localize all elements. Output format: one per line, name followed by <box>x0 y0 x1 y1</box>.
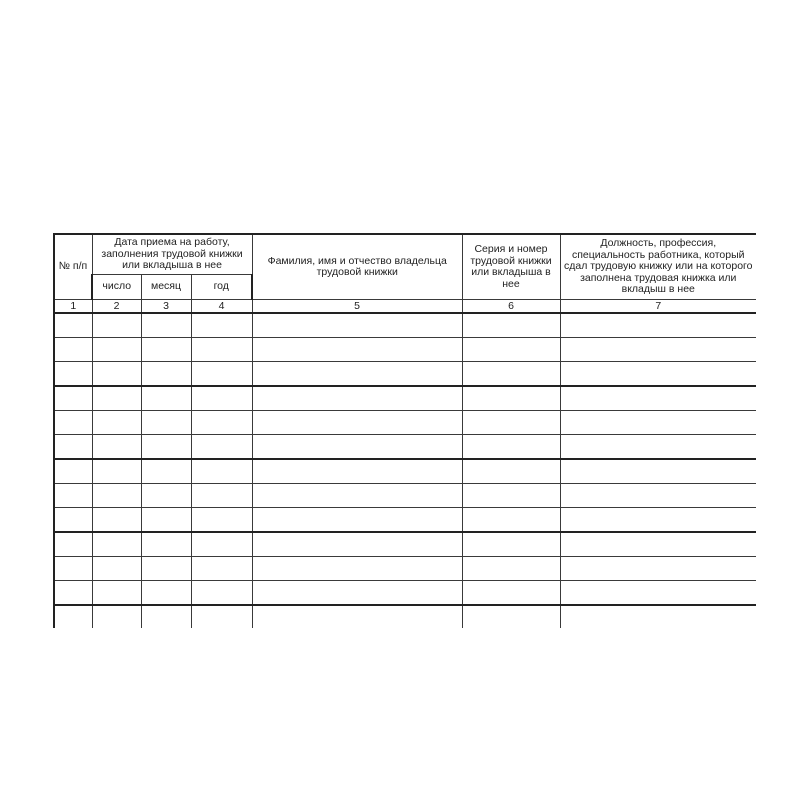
register-cell[interactable] <box>560 411 756 435</box>
register-cell[interactable] <box>141 435 191 460</box>
register-cell[interactable] <box>560 338 756 362</box>
register-row <box>54 508 756 533</box>
register-cell[interactable] <box>191 532 252 557</box>
header-day: число <box>92 275 141 300</box>
register-cell[interactable] <box>560 362 756 387</box>
header-position: Должность, профессия, специальность работника, который сдал трудовую книжку или на которого заполнена трудовая книжка или вкладыш в нее <box>560 234 756 300</box>
column-number-row <box>54 300 756 314</box>
register-cell[interactable] <box>54 605 92 628</box>
column-number: 5 <box>252 300 462 314</box>
register-row <box>54 435 756 460</box>
register-cell[interactable] <box>54 313 92 338</box>
employment-record-register-table <box>53 233 756 628</box>
register-cell[interactable] <box>462 459 560 484</box>
register-cell[interactable] <box>252 313 462 338</box>
register-cell[interactable] <box>54 338 92 362</box>
register-cell[interactable] <box>92 605 141 628</box>
register-row <box>54 532 756 557</box>
register-cell[interactable] <box>191 557 252 581</box>
register-cell[interactable] <box>141 411 191 435</box>
register-cell[interactable] <box>560 435 756 460</box>
register-cell[interactable] <box>92 386 141 411</box>
register-cell[interactable] <box>252 435 462 460</box>
register-body <box>54 313 756 628</box>
register-cell[interactable] <box>462 484 560 508</box>
register-cell[interactable] <box>462 532 560 557</box>
register-cell[interactable] <box>560 557 756 581</box>
column-number: 7 <box>560 300 756 314</box>
register-cell[interactable] <box>252 557 462 581</box>
register-cell[interactable] <box>252 338 462 362</box>
header-row <box>54 234 756 275</box>
register-cell[interactable] <box>462 411 560 435</box>
register-cell[interactable] <box>462 435 560 460</box>
register-cell[interactable] <box>92 557 141 581</box>
register-row <box>54 557 756 581</box>
register-cell[interactable] <box>141 386 191 411</box>
register-cell[interactable] <box>252 459 462 484</box>
register-cell[interactable] <box>462 557 560 581</box>
register-sheet <box>53 233 756 628</box>
register-cell[interactable] <box>252 386 462 411</box>
register-row <box>54 411 756 435</box>
register-cell[interactable] <box>560 605 756 628</box>
register-cell[interactable] <box>54 362 92 387</box>
register-cell[interactable] <box>462 362 560 387</box>
register-cell[interactable] <box>54 557 92 581</box>
register-row <box>54 484 756 508</box>
register-cell[interactable] <box>141 484 191 508</box>
register-cell[interactable] <box>191 411 252 435</box>
register-cell[interactable] <box>191 605 252 628</box>
register-row <box>54 338 756 362</box>
header-date-group: Дата приема на работу, заполнения трудовой книжки или вкладыша в нее <box>92 234 252 275</box>
register-cell[interactable] <box>141 557 191 581</box>
register-cell[interactable] <box>252 411 462 435</box>
register-cell[interactable] <box>462 313 560 338</box>
register-cell[interactable] <box>92 435 141 460</box>
register-cell[interactable] <box>252 605 462 628</box>
register-cell[interactable] <box>560 484 756 508</box>
register-cell[interactable] <box>92 581 141 606</box>
register-cell[interactable] <box>560 386 756 411</box>
register-cell[interactable] <box>92 411 141 435</box>
header-num: № п/п <box>54 234 92 300</box>
header-year: год <box>191 275 252 300</box>
register-cell[interactable] <box>141 362 191 387</box>
register-cell[interactable] <box>191 362 252 387</box>
register-cell[interactable] <box>92 508 141 533</box>
register-cell[interactable] <box>92 484 141 508</box>
register-cell[interactable] <box>191 435 252 460</box>
register-row <box>54 605 756 628</box>
register-cell[interactable] <box>191 508 252 533</box>
register-row <box>54 386 756 411</box>
column-number: 2 <box>92 300 141 314</box>
header-month: месяц <box>141 275 191 300</box>
register-cell[interactable] <box>252 508 462 533</box>
register-cell[interactable] <box>54 508 92 533</box>
register-cell[interactable] <box>92 338 141 362</box>
register-cell[interactable] <box>54 532 92 557</box>
register-cell[interactable] <box>462 581 560 606</box>
register-cell[interactable] <box>141 581 191 606</box>
register-cell[interactable] <box>141 313 191 338</box>
register-cell[interactable] <box>191 484 252 508</box>
register-cell[interactable] <box>560 508 756 533</box>
register-cell[interactable] <box>191 581 252 606</box>
register-cell[interactable] <box>560 459 756 484</box>
register-cell[interactable] <box>92 459 141 484</box>
register-cell[interactable] <box>92 362 141 387</box>
register-cell[interactable] <box>191 338 252 362</box>
register-row <box>54 459 756 484</box>
register-cell[interactable] <box>54 435 92 460</box>
register-cell[interactable] <box>92 532 141 557</box>
register-cell[interactable] <box>462 338 560 362</box>
register-cell[interactable] <box>252 484 462 508</box>
register-cell[interactable] <box>141 605 191 628</box>
register-cell[interactable] <box>560 313 756 338</box>
register-cell[interactable] <box>191 386 252 411</box>
register-cell[interactable] <box>462 605 560 628</box>
register-cell[interactable] <box>54 459 92 484</box>
register-cell[interactable] <box>191 313 252 338</box>
register-cell[interactable] <box>54 581 92 606</box>
register-cell[interactable] <box>462 508 560 533</box>
register-cell[interactable] <box>560 581 756 606</box>
register-cell[interactable] <box>141 459 191 484</box>
register-cell[interactable] <box>92 313 141 338</box>
register-row <box>54 362 756 387</box>
register-cell[interactable] <box>141 508 191 533</box>
register-cell[interactable] <box>54 386 92 411</box>
register-cell[interactable] <box>462 386 560 411</box>
register-cell[interactable] <box>54 484 92 508</box>
register-cell[interactable] <box>141 532 191 557</box>
register-cell[interactable] <box>252 532 462 557</box>
register-cell[interactable] <box>252 362 462 387</box>
register-row <box>54 581 756 606</box>
register-cell[interactable] <box>560 532 756 557</box>
register-cell[interactable] <box>141 338 191 362</box>
header-series: Серия и номер трудовой книжки или вкладыша в нее <box>462 234 560 300</box>
register-cell[interactable] <box>191 459 252 484</box>
register-row <box>54 313 756 338</box>
register-cell[interactable] <box>252 581 462 606</box>
column-number: 4 <box>191 300 252 314</box>
header-name: Фамилия, имя и отчество владельца трудовой книжки <box>252 234 462 300</box>
column-number: 3 <box>141 300 191 314</box>
column-number: 1 <box>54 300 92 314</box>
register-cell[interactable] <box>54 411 92 435</box>
column-number: 6 <box>462 300 560 314</box>
